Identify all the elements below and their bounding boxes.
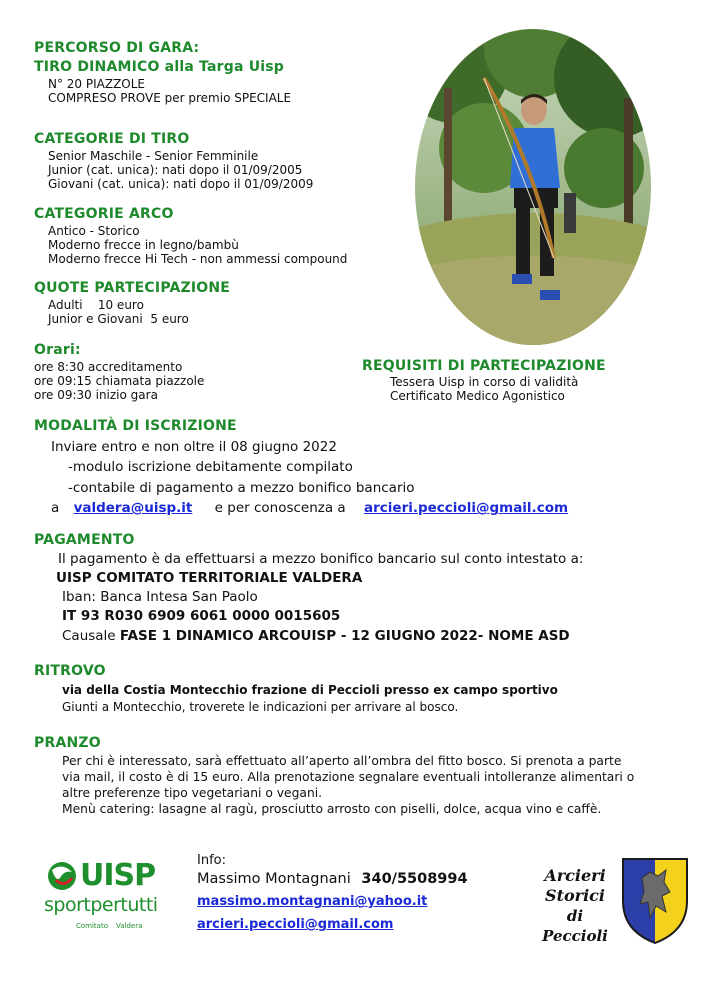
orari-line: ore 8:30 accreditamento <box>34 360 183 374</box>
orari-line: ore 09:30 inizio gara <box>34 388 158 402</box>
arcieri-line-1: Arcieri <box>544 866 606 885</box>
requisiti-line: Certificato Medico Agonistico <box>390 389 565 403</box>
categorie-tiro-line: Senior Maschile - Senior Femminile <box>48 149 259 163</box>
info-email-1-wrap <box>197 894 427 909</box>
archer-photo <box>414 28 652 346</box>
iscrizione-prefix: a <box>51 500 60 516</box>
uisp-sub-1: Comitato <box>76 922 108 930</box>
quote-line: Adulti 10 euro <box>48 298 144 312</box>
pranzo-line: via mail, il costo è di 15 euro. Alla prenotazione segnalare eventuali intolleranze alimentari o <box>62 770 635 784</box>
percorso-heading-2: TIRO DINAMICO alla Targa Uisp <box>34 59 285 75</box>
arcieri-line-2: Storici <box>545 886 605 905</box>
uisp-logo <box>42 858 172 938</box>
percorso-lines <box>48 77 291 105</box>
info-email-1-link[interactable]: massimo.montagnani@yahoo.it <box>197 894 428 909</box>
arcieri-logo-text <box>532 866 618 945</box>
causale-label: Causale <box>62 628 116 644</box>
categorie-tiro-heading: CATEGORIE DI TIRO <box>34 131 190 147</box>
categorie-tiro-line: Giovani (cat. unica): nati dopo il 01/09/2009 <box>48 177 314 191</box>
requisiti-heading: REQUISITI DI PARTECIPAZIONE <box>362 358 606 374</box>
iscrizione-emails <box>51 498 568 518</box>
pagamento-causale <box>62 626 570 646</box>
info-name: Massimo Montagnani <box>197 871 351 887</box>
info-email-2-wrap <box>197 917 393 932</box>
ritrovo-address: via della Costia Montecchio frazione di Peccioli presso ex campo sportivo <box>62 683 558 697</box>
percorso-heading-1: PERCORSO DI GARA: <box>34 40 200 56</box>
info-phone: 340/5508994 <box>361 871 468 887</box>
quote-line: Junior e Giovani 5 euro <box>48 312 189 326</box>
iscrizione-line-2: -modulo iscrizione debitamente compilato <box>68 459 353 475</box>
ritrovo-heading: RITROVO <box>34 663 106 679</box>
iscrizione-middle: e per conoscenza a <box>214 500 346 516</box>
pagamento-iban: IT 93 R030 6909 6061 0000 0015605 <box>62 608 341 624</box>
uisp-sub-2: Valdera <box>116 922 143 930</box>
orari-heading: Orari: <box>34 342 81 358</box>
pranzo-line: Menù catering: lasagne al ragù, prosciutto arrosto con piselli, dolce, acqua vino e caffè. <box>62 802 602 816</box>
uisp-slogan: sportpertutti <box>44 894 158 916</box>
iscrizione-line-1: Inviare entro e non oltre il 08 giugno 2022 <box>51 439 337 455</box>
info-email-2-link[interactable]: arcieri.peccioli@gmail.com <box>197 917 394 932</box>
categorie-tiro-lines <box>48 149 313 191</box>
requisiti-lines <box>390 375 578 403</box>
quote-lines <box>48 298 189 326</box>
uisp-brand: UISP <box>80 858 156 893</box>
percorso-line: N° 20 PIAZZOLE <box>48 77 146 91</box>
categorie-arco-line: Antico - Storico <box>48 224 140 238</box>
info-label: Info: <box>197 853 226 868</box>
griffin-shield-icon <box>620 856 690 946</box>
categorie-arco-heading: CATEGORIE ARCO <box>34 206 174 222</box>
arcieri-line-3: di Peccioli <box>542 907 608 945</box>
pranzo-line: altre preferenze tipo vegetariani o vegani. <box>62 786 323 800</box>
pagamento-line-1: Il pagamento è da effettuarsi a mezzo bonifico bancario sul conto intestato a: <box>58 551 584 567</box>
pranzo-lines <box>62 753 634 817</box>
iscrizione-heading: MODALITÀ DI ISCRIZIONE <box>34 418 237 434</box>
orari-line: ore 09:15 chiamata piazzole <box>34 374 205 388</box>
pagamento-beneficiary: UISP COMITATO TERRITORIALE VALDERA <box>56 570 363 586</box>
categorie-tiro-line: Junior (cat. unica): nati dopo il 01/09/2005 <box>48 163 303 177</box>
categorie-arco-lines <box>48 224 347 266</box>
pranzo-line: Per chi è interessato, sarà effettuato all’aperto all’ombra del fitto bosco. Si prenota a parte <box>62 754 622 768</box>
email-valdera-link[interactable]: valdera@uisp.it <box>73 500 193 516</box>
pagamento-iban-label: Iban: Banca Intesa San Paolo <box>62 589 258 605</box>
pranzo-heading: PRANZO <box>34 735 101 751</box>
ritrovo-note: Giunti a Montecchio, troverete le indicazioni per arrivare al bosco. <box>62 700 459 714</box>
iscrizione-line-3: -contabile di pagamento a mezzo bonifico bancario <box>68 480 415 496</box>
archer-photo-icon <box>414 28 652 346</box>
causale-value: FASE 1 DINAMICO ARCOUISP - 12 GIUGNO 2022- NOME ASD <box>119 628 570 644</box>
quote-heading: QUOTE PARTECIPAZIONE <box>34 280 231 296</box>
arcieri-shield <box>620 856 690 946</box>
percorso-line: COMPRESO PROVE per premio SPECIALE <box>48 91 292 105</box>
categorie-arco-line: Moderno frecce Hi Tech - non ammessi compound <box>48 252 348 266</box>
email-arcieri-link[interactable]: arcieri.peccioli@gmail.com <box>364 500 569 516</box>
categorie-arco-line: Moderno frecce in legno/bambù <box>48 238 239 252</box>
info-contact <box>197 871 468 887</box>
orari-lines <box>34 360 204 402</box>
pagamento-heading: PAGAMENTO <box>34 532 135 548</box>
requisiti-line: Tessera Uisp in corso di validità <box>390 375 579 389</box>
